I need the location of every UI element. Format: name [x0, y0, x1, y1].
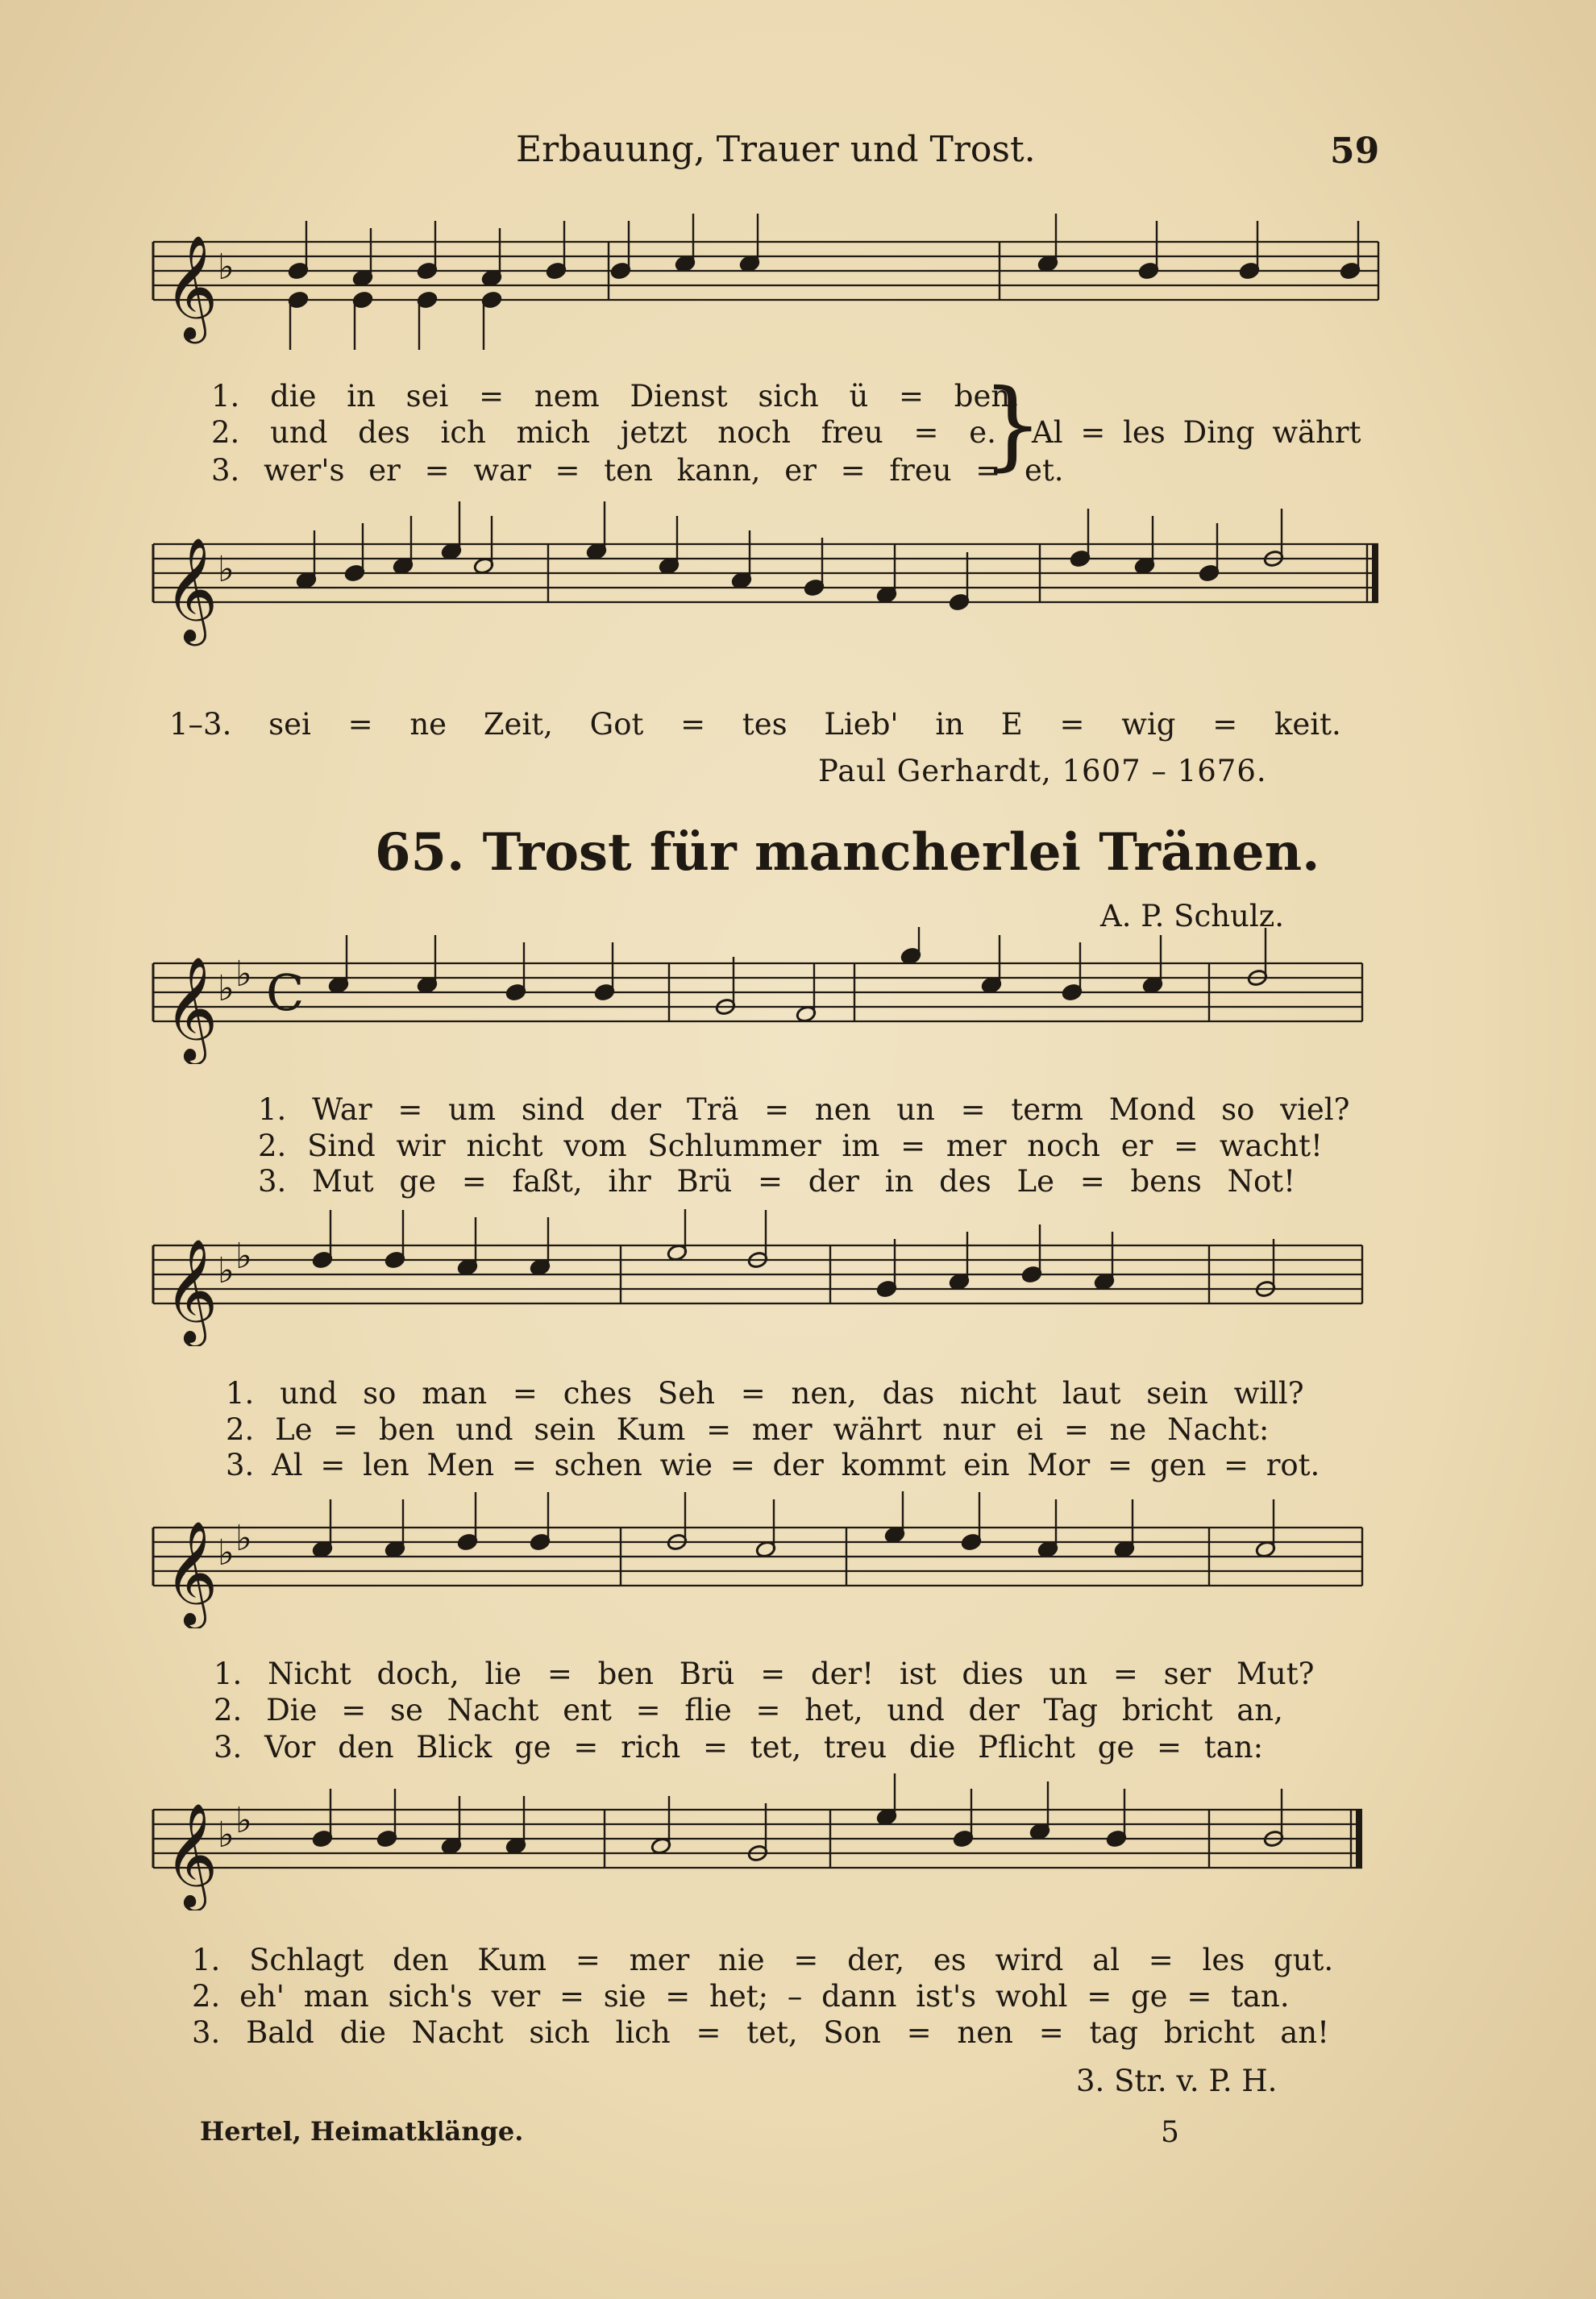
signature-mark: 5: [1161, 2116, 1179, 2149]
staff-65-system-4: [145, 1773, 1370, 1910]
svg-text:♭: ♭: [218, 247, 235, 288]
lyrics-65-s4-v2: 2. eh' man sich's ver = sie = het; – dann ist's wohl = ge = tan.: [192, 1979, 1290, 2014]
svg-text:C: C: [266, 963, 305, 1022]
song-title: 65. Trost für mancherlei Tränen.: [375, 822, 1320, 883]
svg-text:𝄞: 𝄞: [164, 956, 218, 1061]
lyrics-65-s1-v3: 3. Mut ge = faßt, ihr Brü = der in des Le = bens Not!: [258, 1164, 1296, 1199]
lyrics-65-s2-v3: 3. Al = len Men = schen wie = der kommt ein Mor = gen = rot.: [226, 1448, 1320, 1482]
svg-text:𝄞: 𝄞: [164, 1238, 218, 1343]
staff-65-system-2: [145, 1209, 1370, 1346]
lyrics-65-s4-v3: 3. Bald die Nacht sich lich = tet, Son = nen = tag bricht an!: [192, 2015, 1329, 2050]
svg-text:♭: ♭: [218, 1250, 235, 1291]
footnote: 3. Str. v. P. H.: [1076, 2064, 1278, 2098]
svg-text:𝄞: 𝄞: [164, 1520, 218, 1625]
composer-credit: A. P. Schulz.: [1100, 899, 1284, 933]
lyrics-64-s1-v1: 1. die in sei = nem Dienst sich ü = ben.: [211, 379, 1020, 414]
svg-text:♭: ♭: [218, 1815, 235, 1856]
staff-64-system-1: [145, 206, 1386, 367]
refrain-text: Al = les Ding währt: [1032, 415, 1361, 450]
lyrics-65-s2-v1: 1. und so man = ches Seh = nen, das nicht laut sein will?: [226, 1376, 1304, 1411]
page-number: 59: [1330, 131, 1380, 172]
staff-65-system-3: [145, 1491, 1370, 1628]
lyrics-65-s3-v2: 2. Die = se Nacht ent = flie = het, und der Tag bricht an,: [214, 1693, 1283, 1727]
svg-text:𝄞: 𝄞: [164, 235, 218, 339]
lyrics-65-s3-v3: 3. Vor den Blick ge = rich = tet, treu die Pflicht ge = tan:: [214, 1730, 1264, 1765]
lyrics-65-s1-v2: 2. Sind wir nicht vom Schlummer im = mer noch er = wacht!: [258, 1129, 1323, 1163]
lyrics-64-s1-v2: 2. und des ich mich jetzt noch freu = e.: [211, 415, 996, 450]
svg-text:♭: ♭: [218, 549, 235, 590]
svg-text:♭: ♭: [218, 1532, 235, 1574]
verse-brace: }: [982, 369, 1044, 481]
lyrics-64-s1-v3: 3. wer's er = war = ten kann, er = freu = et.: [211, 453, 1064, 488]
staff-64-system-2: [145, 496, 1386, 681]
author-credit: Paul Gerhardt, 1607 – 1676.: [818, 754, 1267, 788]
svg-text:♭: ♭: [235, 954, 252, 995]
lyrics-65-s1-v1: 1. War = um sind der Trä = nen un = term Mond so viel?: [258, 1092, 1350, 1127]
svg-text:♭: ♭: [235, 1518, 252, 1559]
svg-text:𝄞: 𝄞: [164, 1802, 218, 1907]
svg-text:𝄞: 𝄞: [164, 537, 218, 642]
svg-text:♭: ♭: [235, 1800, 252, 1841]
lyrics-65-s3-v1: 1. Nicht doch, lie = ben Brü = der! ist dies un = ser Mut?: [214, 1657, 1315, 1691]
svg-text:♭: ♭: [218, 968, 235, 1009]
staff-65-system-1: [145, 927, 1370, 1064]
lyrics-64-s2: 1–3. sei = ne Zeit, Got = tes Lieb' in E = wig = keit.: [169, 707, 1341, 742]
lyrics-65-s2-v2: 2. Le = ben und sein Kum = mer währt nur ei = ne Nacht:: [226, 1412, 1270, 1447]
svg-text:♭: ♭: [235, 1236, 252, 1277]
footer-publisher: Hertel, Heimatklänge.: [200, 2116, 524, 2147]
running-title: Erbauung, Trauer und Trost.: [516, 129, 1036, 170]
lyrics-65-s4-v1: 1. Schlagt den Kum = mer nie = der, es wird al = les gut.: [192, 1943, 1334, 1977]
